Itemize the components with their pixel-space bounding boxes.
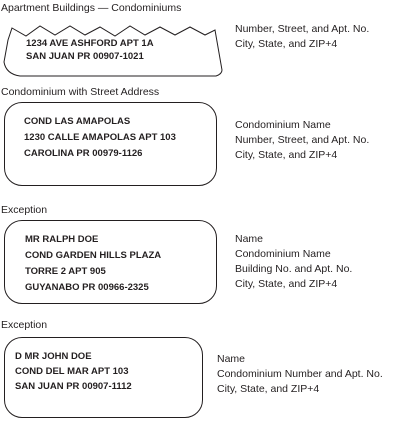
legend-line: Name — [217, 353, 246, 365]
address-line: CAROLINA PR 00979-1126 — [24, 148, 143, 159]
address-line: TORRE 2 APT 905 — [25, 266, 106, 277]
legend-line: Condominium Name — [235, 119, 331, 131]
legend-line: City, State, and ZIP+4 — [235, 149, 338, 161]
address-label-exception-1 — [4, 220, 217, 304]
address-line: SAN JUAN PR 00907-1112 — [15, 381, 132, 392]
address-line: 1234 AVE ASHFORD APT 1A — [26, 38, 154, 49]
address-line: COND GARDEN HILLS PLAZA — [25, 250, 162, 261]
address-line: COND LAS AMAPOLAS — [24, 116, 131, 127]
legend-line: Condominium Number and Apt. No. — [217, 368, 383, 380]
field-legend-exception-1 — [235, 232, 352, 292]
address-label-exception-2 — [4, 337, 203, 418]
field-legend-exception-2 — [217, 352, 383, 397]
address-label-apartment — [26, 37, 154, 63]
field-legend-condominium — [235, 118, 369, 163]
section-title-exception-1: Exception — [1, 204, 48, 216]
address-line: MR RALPH DOE — [25, 234, 99, 245]
address-line: SAN JUAN PR 00907-1021 — [26, 51, 144, 62]
legend-line: Building No. and Apt. No. — [235, 263, 353, 275]
legend-line: City, State, and ZIP+4 — [235, 278, 338, 290]
legend-line: Number, Street, and Apt. No. — [235, 23, 370, 35]
field-legend-apartment — [235, 22, 369, 52]
legend-line: Name — [235, 233, 264, 245]
section-title-exception-2: Exception — [1, 319, 48, 331]
section-title-apartment-buildings: Apartment Buildings — Condominiums — [1, 2, 182, 14]
legend-line: Condominium Name — [235, 248, 331, 260]
legend-line: City, State, and ZIP+4 — [217, 383, 320, 395]
address-line: D MR JOHN DOE — [15, 351, 92, 362]
section-title-condominium-street: Condominium with Street Address — [1, 86, 160, 98]
legend-line: Number, Street, and Apt. No. — [235, 134, 370, 146]
address-line: GUYANABO PR 00966-2325 — [25, 282, 149, 293]
address-line: COND DEL MAR APT 103 — [15, 366, 129, 377]
address-line: 1230 CALLE AMAPOLAS APT 103 — [24, 132, 176, 143]
address-label-condominium — [4, 102, 217, 186]
legend-line: City, State, and ZIP+4 — [235, 38, 338, 50]
